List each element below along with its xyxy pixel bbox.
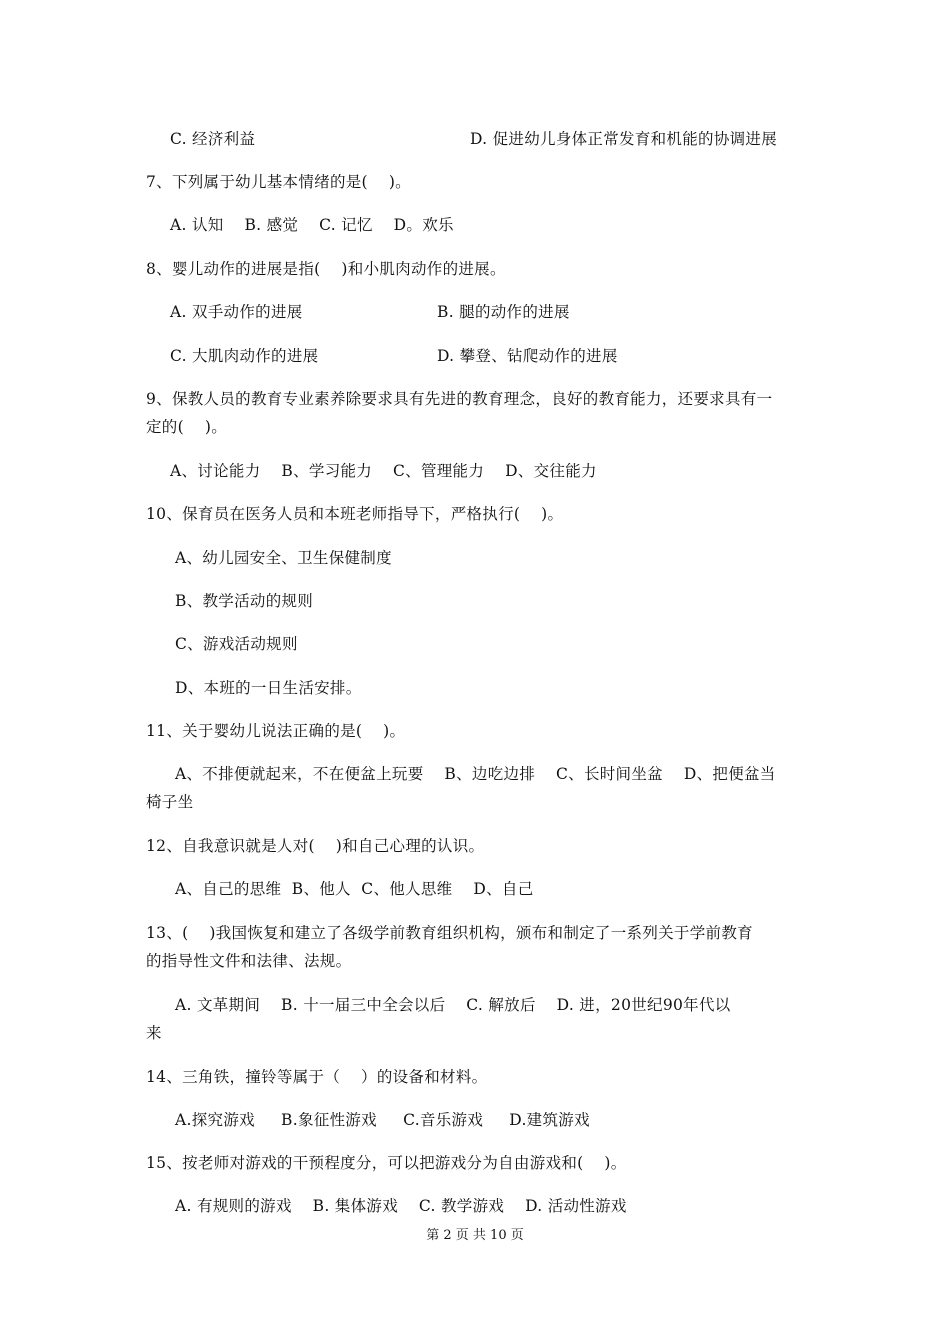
q8-option-c: C. 大肌肉动作的进展 [170,347,319,365]
question-9-line-1: 9、保教人员的教育专业素养除要求具有先进的教育理念，良好的教育能力，还要求具有一 [146,390,773,408]
question-11: 11、关于婴幼儿说法正确的是( )。 [146,722,406,740]
q14-options: A.探究游戏 B.象征性游戏 C.音乐游戏 D.建筑游戏 [175,1111,590,1129]
question-14: 14、三角铁，撞铃等属于（ ）的设备和材料。 [146,1068,488,1086]
q9-options: A、讨论能力 B、学习能力 C、管理能力 D、交往能力 [170,462,597,480]
page-footer: 第 2 页 共 10 页 [426,1228,524,1243]
question-15: 15、按老师对游戏的干预程度分，可以把游戏分为自由游戏和( )。 [146,1154,627,1172]
q10-option-b: B、教学活动的规则 [175,592,314,610]
q13-options-line-2: 来 [146,1024,162,1042]
question-13-line-1: 13、( )我国恢复和建立了各级学前教育组织机构，颁布和制定了一系列关于学前教育 [146,924,753,942]
q6-option-c: C. 经济利益 [170,130,256,148]
question-10: 10、保育员在医务人员和本班老师指导下，严格执行( )。 [146,505,564,523]
q10-option-d: D、本班的一日生活安排。 [175,679,362,697]
question-12: 12、自我意识就是人对( )和自己心理的认识。 [146,837,485,855]
question-8: 8、婴儿动作的进展是指( )和小肌肉动作的进展。 [146,260,506,278]
q8-option-b: B. 腿的动作的进展 [437,303,570,321]
q13-options-line-1: A. 文革期间 B. 十一届三中全会以后 C. 解放后 D. 进，20世纪90年代以 [175,996,731,1014]
q7-options: A. 认知 B. 感觉 C. 记忆 D。欢乐 [170,216,454,234]
question-9-line-2: 定的( )。 [146,418,228,436]
q8-option-a: A. 双手动作的进展 [170,303,303,321]
q15-options: A. 有规则的游戏 B. 集体游戏 C. 教学游戏 D. 活动性游戏 [175,1197,627,1215]
question-13-line-2: 的指导性文件和法律、法规。 [146,952,352,970]
q6-option-d: D. 促进幼儿身体正常发育和机能的协调进展 [470,130,778,148]
q12-options: A、自己的思维 B、他人 C、他人思维 D、自己 [175,880,534,898]
q11-options-line-1: A、不排便就起来，不在便盆上玩要 B、边吃边排 C、长时间坐盆 D、把便盆当 [175,765,776,783]
question-7: 7、下列属于幼儿基本情绪的是( )。 [146,173,411,191]
q10-option-a: A、幼儿园安全、卫生保健制度 [175,549,392,567]
q8-option-d: D. 攀登、钻爬动作的进展 [437,347,618,365]
q11-options-line-2: 椅子坐 [146,793,194,811]
q10-option-c: C、游戏活动规则 [175,635,298,653]
